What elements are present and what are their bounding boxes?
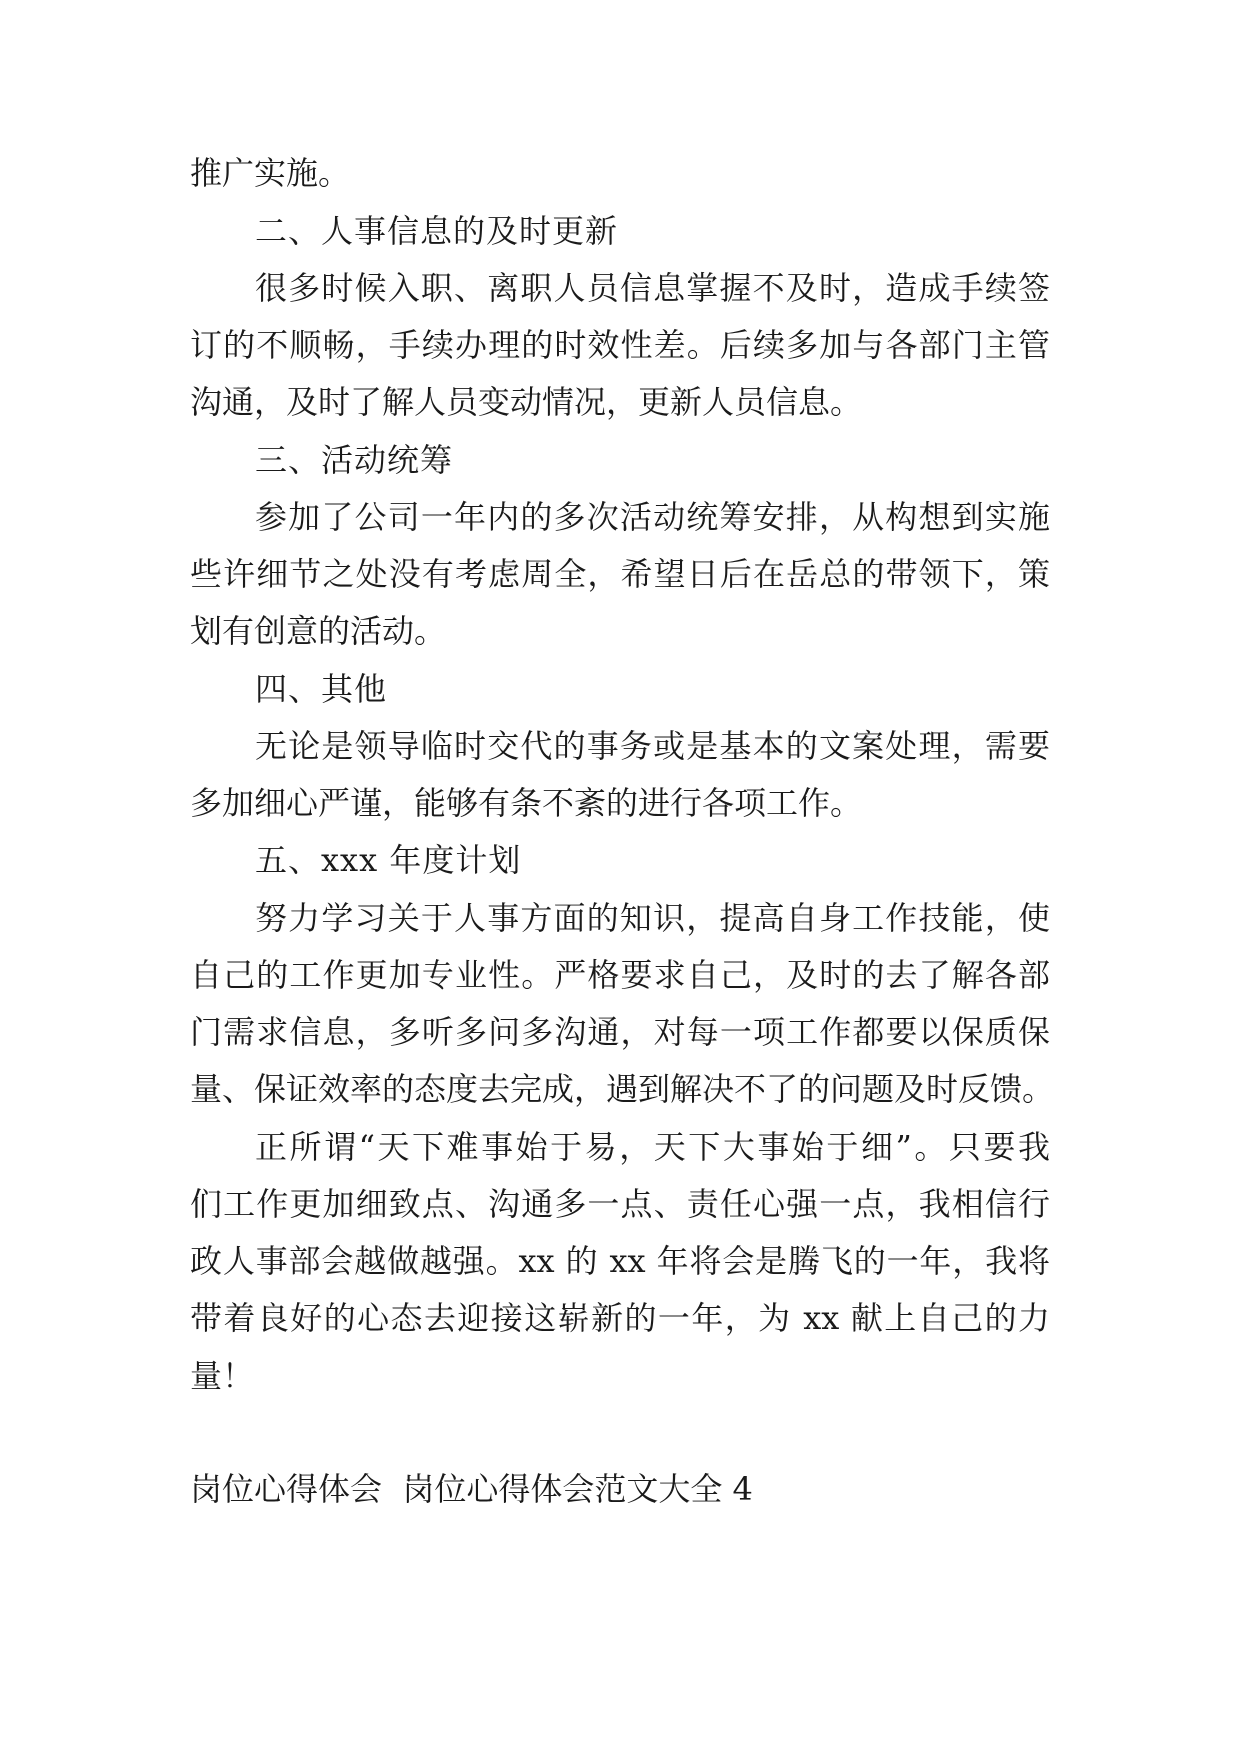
section-heading: 三、活动统筹: [255, 441, 454, 479]
paragraph-line: 门需求信息，多听多问多沟通，对每一项工作都要以保质保: [190, 1013, 1050, 1051]
paragraph-line: 们工作更加细致点、沟通多一点、责任心强一点，我相信行: [190, 1185, 1050, 1223]
paragraph-line: 沟通，及时了解人员变动情况，更新人员信息。: [190, 383, 863, 421]
paragraph-line: 很多时候入职、离职人员信息掌握不及时，造成手续签: [255, 269, 1050, 307]
paragraph-line: 无论是领导临时交代的事务或是基本的文案处理，需要: [255, 727, 1050, 765]
section-heading: 五、xxx 年度计划: [255, 841, 522, 879]
paragraph-line: 带着良好的心态去迎接这崭新的一年，为 xx 献上自己的力: [190, 1299, 1050, 1337]
paragraph-line: 参加了公司一年内的多次活动统筹安排，从构想到实施: [255, 498, 1050, 536]
section-heading: 四、其他: [255, 670, 388, 708]
paragraph-line: 政人事部会越做越强。xx 的 xx 年将会是腾飞的一年，我将: [190, 1242, 1050, 1280]
paragraph-line: 多加细心严谨，能够有条不紊的进行各项工作。: [190, 784, 863, 822]
paragraph-line: 划有创意的活动。: [190, 612, 447, 650]
paragraph-line: 量、保证效率的态度去完成，遇到解决不了的问题及时反馈。: [190, 1070, 1055, 1108]
paragraph-line: 努力学习关于人事方面的知识，提高自身工作技能，使: [255, 899, 1050, 937]
paragraph-line: 推广实施。: [190, 154, 351, 192]
paragraph-line: 些许细节之处没有考虑周全，希望日后在岳总的带领下，策: [190, 555, 1050, 593]
section-title: 岗位心得体会 岗位心得体会范文大全 4: [190, 1470, 753, 1508]
paragraph-line: 正所谓“天下难事始于易，天下大事始于细”。只要我: [255, 1128, 1050, 1166]
paragraph-line: 订的不顺畅，手续办理的时效性差。后续多加与各部门主管: [190, 326, 1050, 364]
section-heading: 二、人事信息的及时更新: [255, 212, 619, 250]
paragraph-line: 量！: [190, 1357, 255, 1395]
paragraph-line: 自己的工作更加专业性。严格要求自己，及时的去了解各部: [190, 956, 1050, 994]
